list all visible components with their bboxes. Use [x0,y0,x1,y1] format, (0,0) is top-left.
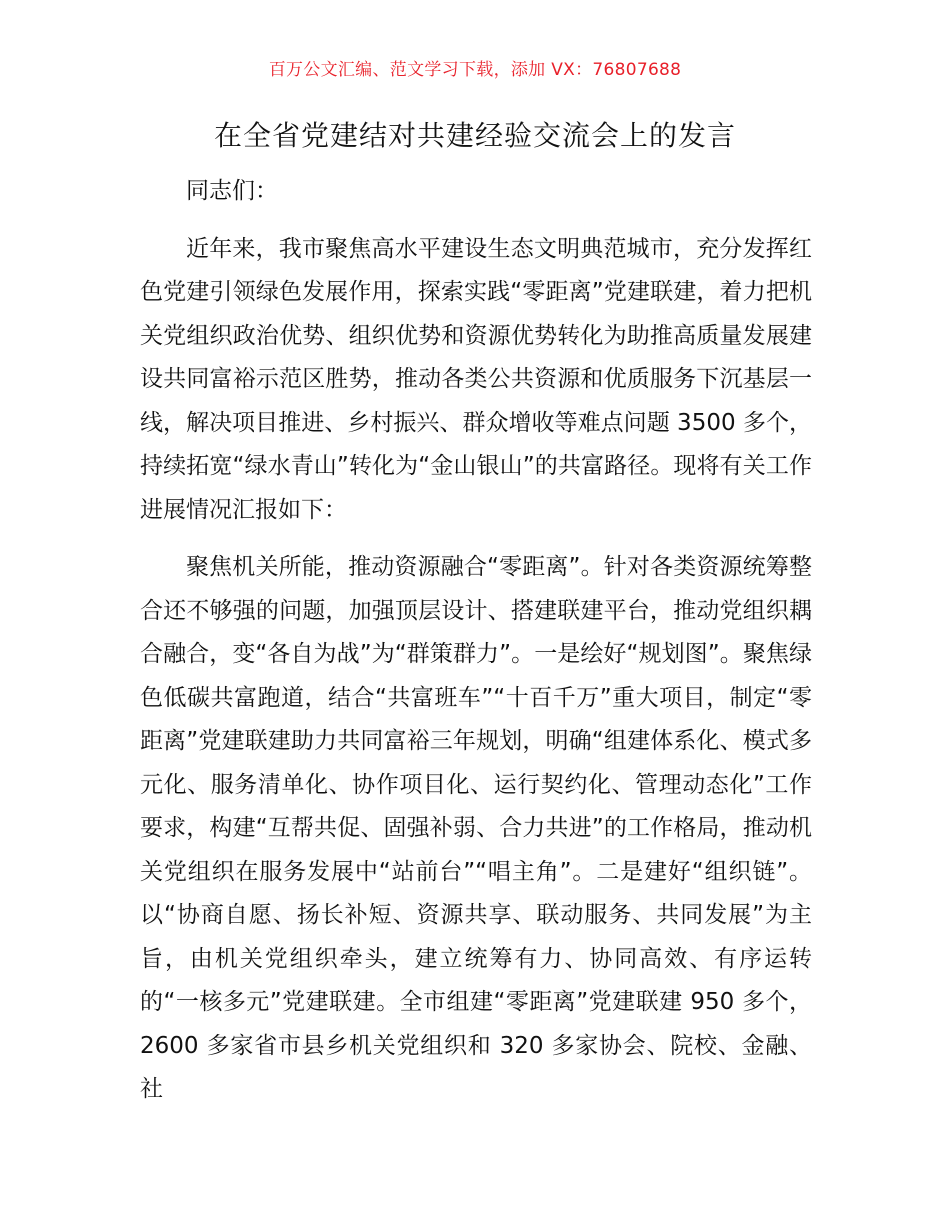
greeting: 同志们： [186,178,278,204]
paragraph-2: 聚焦机关所能，推动资源融合“零距离”。针对各类资源统筹整合还不够强的问题，加强顶层设计、搭建联建平台，推动党组织耦合融合，变“各自为战”为“群策群力”。一是绘好“规划图”。聚焦绿色低碳共富跑道，结合“共富班车”“十百千万”重大项目，制定“零距离”党建联建助力共同富裕三年规划，明确“组建体系化、模式多元化、服务清单化、协作项目化、运行契约化、管理动态化”工作要求，构建“互帮共促、固强补弱、合力共进”的工作格局，推动机关党组织在服务发展中“站前台”“唱主角”。二是建好“组织链”。以“协商自愿、扬长补短、资源共享、联动服务、共同发展”为主旨，由机关党组织牵头，建立统筹有力、协同高效、有序运转的“一核多元”党建联建。全市组建“零距离”党建联建 950 多个，2600 多家省市县乡机关党组织和 320 多家协会、院校、金融、社 [140,554,812,1102]
paragraph-1: 近年来，我市聚焦高水平建设生态文明典范城市，充分发挥红色党建引领绿色发展作用，探索实践“零距离”党建联建，着力把机关党组织政治优势、组织优势和资源优势转化为助推高质量发展建设共同富裕示范区胜势，推动各类公共资源和优质服务下沉基层一线，解决项目推进、乡村振兴、群众增收等难点问题 3500 多个，持续拓宽“绿水青山”转化为“金山银山”的共富路径。现将有关工作进展情况汇报如下： [140,235,812,523]
document-title: 在全省党建结对共建经验交流会上的发言 [213,119,736,152]
watermark-text: 百万公文汇编、范文学习下载，添加 VX：76807688 [268,60,682,80]
document-body [140,170,812,1112]
